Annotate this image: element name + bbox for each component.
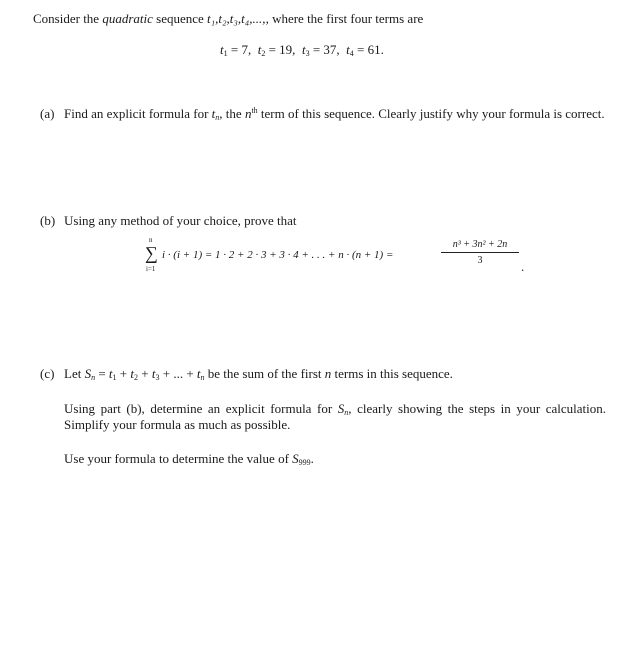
- part-b-text: Using any method of your choice, prove that: [64, 213, 297, 228]
- formula-end-dot: .: [521, 259, 525, 274]
- part-c-para-2: Using part (b), determine an explicit formula for $S_n$, clearly showing the steps in your calculation. Simplify your formula as much as possible.: [64, 401, 606, 432]
- fraction: [441, 239, 519, 266]
- part-b-label: (b): [40, 213, 56, 228]
- quadratic-emphasis: quadratic: [102, 11, 153, 26]
- sigma-symbol: ∑: [145, 243, 158, 263]
- part-a-text: Find an explicit formula for $t_n$, the $n^{th}$ term of this sequence. Clearly justify why your formula is correct.: [64, 106, 605, 122]
- part-c-para-3: Use your formula to determine the value of $S_{999}$.: [64, 451, 314, 467]
- part-a-label: (a): [40, 106, 55, 121]
- fraction-numerator: n³ + 3n² + 2n: [452, 239, 508, 250]
- sum-lower-limit: i=1: [146, 265, 156, 273]
- fraction-bar: [441, 252, 519, 253]
- fraction-denominator: 3: [477, 255, 483, 266]
- sum-upper-limit: n: [149, 236, 153, 244]
- sequence-list: t₁,t₂,t₃,t₄,...,: [207, 11, 266, 26]
- part-c-label: (c): [40, 366, 55, 381]
- given-terms: $t_1 = 7$, $t_2 = 19$, $t_3 = 37$, $t_4 = 61$.: [220, 42, 384, 58]
- part-c-text: Let $S_n = t_1 + t_2 + t_3$ + ... + $t_n$ be the sum of the first n terms in this sequence.: [64, 366, 453, 382]
- sum-body: i · (i + 1) = 1 · 2 + 2 · 3 + 3 · 4 + . . . + n · (n + 1) =: [162, 249, 394, 261]
- intro-line: Consider the quadratic sequence t₁,t₂,t₃,t₄,...,, where the first four terms are: [33, 11, 424, 26]
